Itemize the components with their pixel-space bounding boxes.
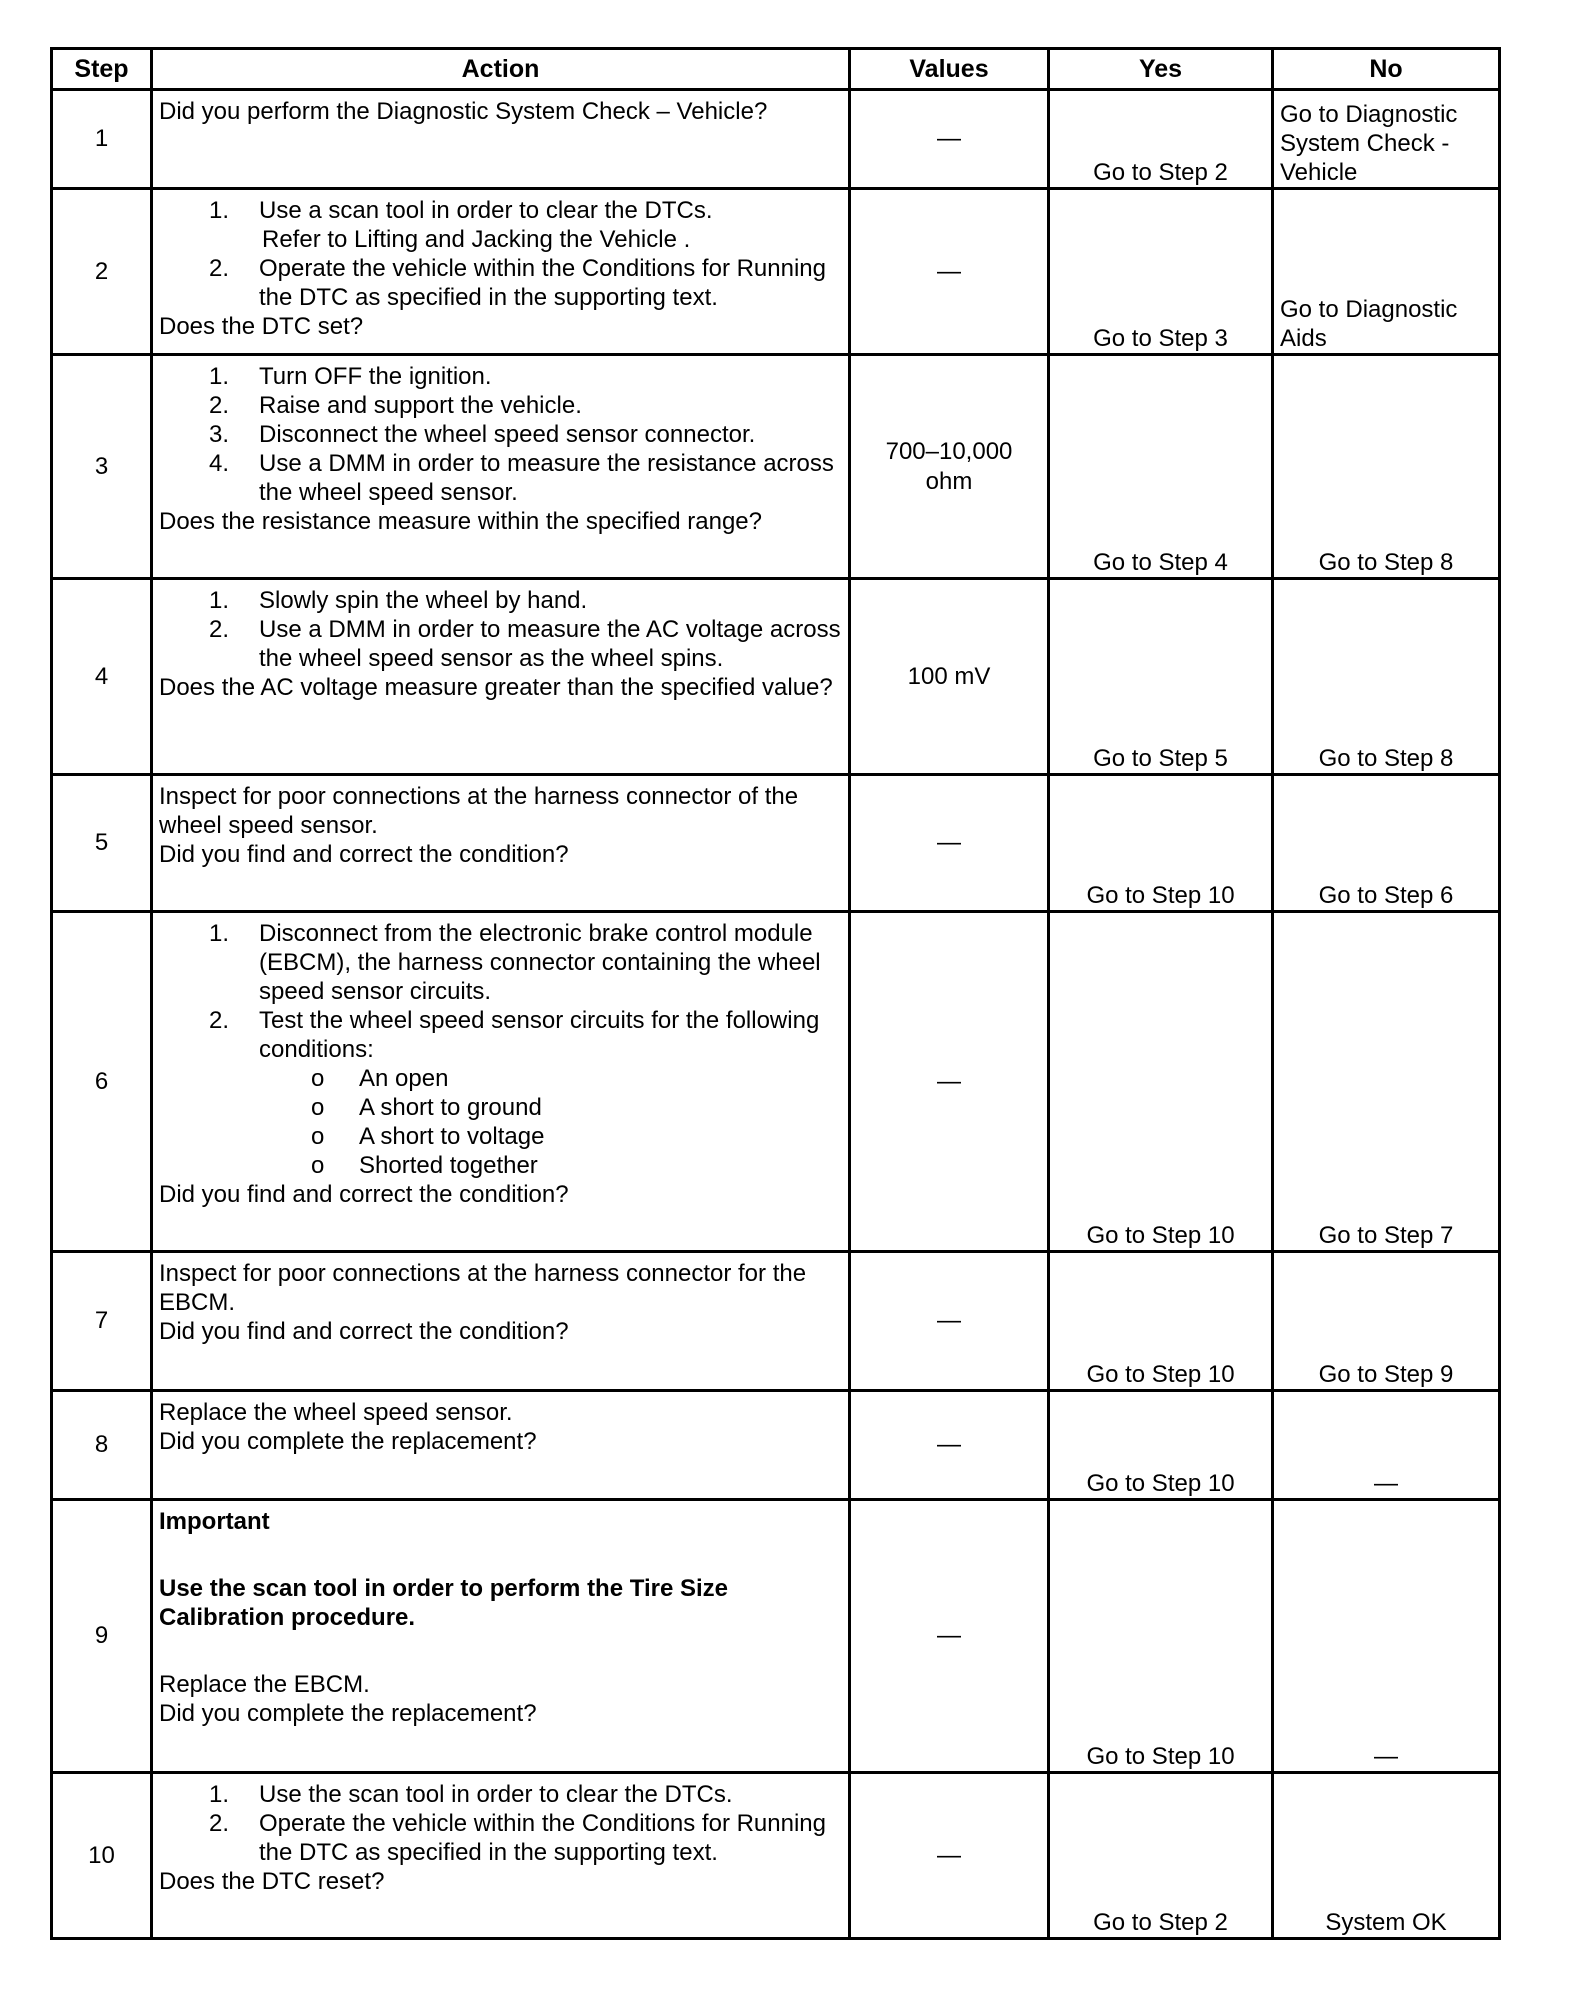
table-row bbox=[52, 1252, 1500, 1391]
value-cell: — bbox=[850, 189, 1049, 355]
yes-cell: Go to Step 5 bbox=[1049, 579, 1273, 775]
table-row bbox=[52, 90, 1500, 189]
table-row bbox=[52, 355, 1500, 579]
note: Refer to Lifting and Jacking the Vehicle . bbox=[262, 226, 691, 253]
action-step: Test the wheel speed sensor circuits for the following conditions: o An open o A short to ground o A short to voltage o Shorted together bbox=[259, 1006, 842, 1180]
yes-cell: Go to Step 10 bbox=[1049, 1391, 1273, 1500]
step-number: 3 bbox=[52, 355, 152, 579]
header-values: Values bbox=[850, 49, 1049, 90]
question: Did you complete the replacement? bbox=[159, 1700, 537, 1727]
action-cell bbox=[152, 579, 850, 775]
question: Does the resistance measure within the specified range? bbox=[159, 508, 762, 535]
yes-cell: Go to Step 10 bbox=[1049, 1252, 1273, 1391]
instruction: Replace the wheel speed sensor. bbox=[159, 1399, 513, 1426]
step-number: 6 bbox=[52, 912, 152, 1252]
step-number: 9 bbox=[52, 1500, 152, 1773]
value-cell: — bbox=[850, 912, 1049, 1252]
yes-cell: Go to Step 10 bbox=[1049, 912, 1273, 1252]
table-row bbox=[52, 1391, 1500, 1500]
action-cell bbox=[152, 1252, 850, 1391]
value-cell: 100 mV bbox=[850, 579, 1049, 775]
step-number: 7 bbox=[52, 1252, 152, 1391]
header-no: No bbox=[1273, 49, 1500, 90]
yes-cell: Go to Step 10 bbox=[1049, 1500, 1273, 1773]
action-step: Raise and support the vehicle. bbox=[259, 392, 582, 419]
no-cell: Go to Step 9 bbox=[1273, 1252, 1500, 1391]
condition-item: o An open bbox=[359, 1064, 842, 1093]
no-cell: — bbox=[1273, 1500, 1500, 1773]
yes-cell: Go to Step 2 bbox=[1049, 1773, 1273, 1939]
action-step: Slowly spin the wheel by hand. bbox=[259, 587, 588, 614]
action-steps bbox=[159, 586, 842, 673]
table-row bbox=[52, 1500, 1500, 1773]
table-row bbox=[52, 775, 1500, 912]
question: Did you perform the Diagnostic System Check – Vehicle? bbox=[159, 98, 768, 125]
value-cell: — bbox=[850, 1773, 1049, 1939]
step-number: 2 bbox=[52, 189, 152, 355]
action-steps bbox=[159, 362, 842, 507]
question: Did you complete the replacement? bbox=[159, 1428, 537, 1455]
instruction: Inspect for poor connections at the harness connector of the wheel speed sensor. bbox=[159, 783, 799, 839]
yes-cell: Go to Step 2 bbox=[1049, 90, 1273, 189]
step-number: 1 bbox=[52, 90, 152, 189]
value-cell: — bbox=[850, 90, 1049, 189]
header-row bbox=[52, 49, 1500, 90]
value-cell: — bbox=[850, 1391, 1049, 1500]
header-action: Action bbox=[152, 49, 850, 90]
instruction: Replace the EBCM. bbox=[159, 1671, 370, 1698]
action-step: Use a DMM in order to measure the AC voltage across the wheel speed sensor as the wheel spins. bbox=[259, 616, 841, 672]
action-steps bbox=[159, 1780, 842, 1867]
no-cell: System OK bbox=[1273, 1773, 1500, 1939]
yes-cell: Go to Step 4 bbox=[1049, 355, 1273, 579]
no-cell: — bbox=[1273, 1391, 1500, 1500]
condition-list bbox=[259, 1064, 842, 1180]
action-step: Use a DMM in order to measure the resistance across the wheel speed sensor. bbox=[259, 450, 834, 506]
action-cell bbox=[152, 90, 850, 189]
action-cell bbox=[152, 912, 850, 1252]
action-step: Use a scan tool in order to clear the DTCs. Refer to Lifting and Jacking the Vehicle . bbox=[259, 196, 842, 254]
question: Did you find and correct the condition? bbox=[159, 1181, 569, 1208]
no-cell: Go to Diagnostic Aids bbox=[1273, 189, 1500, 355]
table-row bbox=[52, 1773, 1500, 1939]
value-cell: — bbox=[850, 775, 1049, 912]
condition-item: o Shorted together bbox=[359, 1151, 842, 1180]
header-step: Step bbox=[52, 49, 152, 90]
action-cell bbox=[152, 189, 850, 355]
action-step: Use the scan tool in order to clear the DTCs. bbox=[259, 1781, 733, 1808]
no-cell: Go to Diagnostic System Check - Vehicle bbox=[1273, 90, 1500, 189]
header-yes: Yes bbox=[1049, 49, 1273, 90]
table-row bbox=[52, 189, 1500, 355]
action-step: Operate the vehicle within the Conditions for Running the DTC as specified in the supporting text. bbox=[259, 1810, 826, 1866]
action-step: Turn OFF the ignition. bbox=[259, 363, 492, 390]
question: Does the DTC set? bbox=[159, 313, 364, 340]
action-step: Operate the vehicle within the Conditions for Running the DTC as specified in the supporting text. bbox=[259, 255, 826, 311]
step-number: 4 bbox=[52, 579, 152, 775]
yes-cell: Go to Step 10 bbox=[1049, 775, 1273, 912]
question: Did you find and correct the condition? bbox=[159, 1318, 569, 1345]
diagnostic-table bbox=[50, 47, 1501, 1940]
table-row bbox=[52, 579, 1500, 775]
value-cell: — bbox=[850, 1252, 1049, 1391]
step-number: 5 bbox=[52, 775, 152, 912]
condition-item: o A short to voltage bbox=[359, 1122, 842, 1151]
question: Does the DTC reset? bbox=[159, 1868, 385, 1895]
no-cell: Go to Step 8 bbox=[1273, 579, 1500, 775]
important-heading: Important bbox=[159, 1508, 270, 1535]
action-steps bbox=[159, 919, 842, 1180]
action-cell bbox=[152, 775, 850, 912]
no-cell: Go to Step 7 bbox=[1273, 912, 1500, 1252]
step-number: 10 bbox=[52, 1773, 152, 1939]
instruction: Inspect for poor connections at the harness connector for the EBCM. bbox=[159, 1260, 807, 1316]
question: Does the AC voltage measure greater than the specified value? bbox=[159, 674, 833, 701]
important-text: Use the scan tool in order to perform the Tire Size Calibration procedure. bbox=[159, 1575, 729, 1631]
action-cell bbox=[152, 355, 850, 579]
action-step: Disconnect the wheel speed sensor connector. bbox=[259, 421, 756, 448]
value-cell bbox=[850, 355, 1049, 579]
yes-cell: Go to Step 3 bbox=[1049, 189, 1273, 355]
value-cell: — bbox=[850, 1500, 1049, 1773]
table-row bbox=[52, 912, 1500, 1252]
action-cell bbox=[152, 1500, 850, 1773]
question: Did you find and correct the condition? bbox=[159, 841, 569, 868]
action-cell bbox=[152, 1391, 850, 1500]
action-step: Disconnect from the electronic brake control module (EBCM), the harness connector containing the wheel speed sensor circuits. bbox=[259, 920, 821, 1005]
action-cell bbox=[152, 1773, 850, 1939]
no-cell: Go to Step 8 bbox=[1273, 355, 1500, 579]
value-text: 700–10,000 ohm bbox=[885, 437, 1013, 495]
condition-item: o A short to ground bbox=[359, 1093, 842, 1122]
no-cell: Go to Step 6 bbox=[1273, 775, 1500, 912]
step-number: 8 bbox=[52, 1391, 152, 1500]
action-steps bbox=[159, 196, 842, 312]
